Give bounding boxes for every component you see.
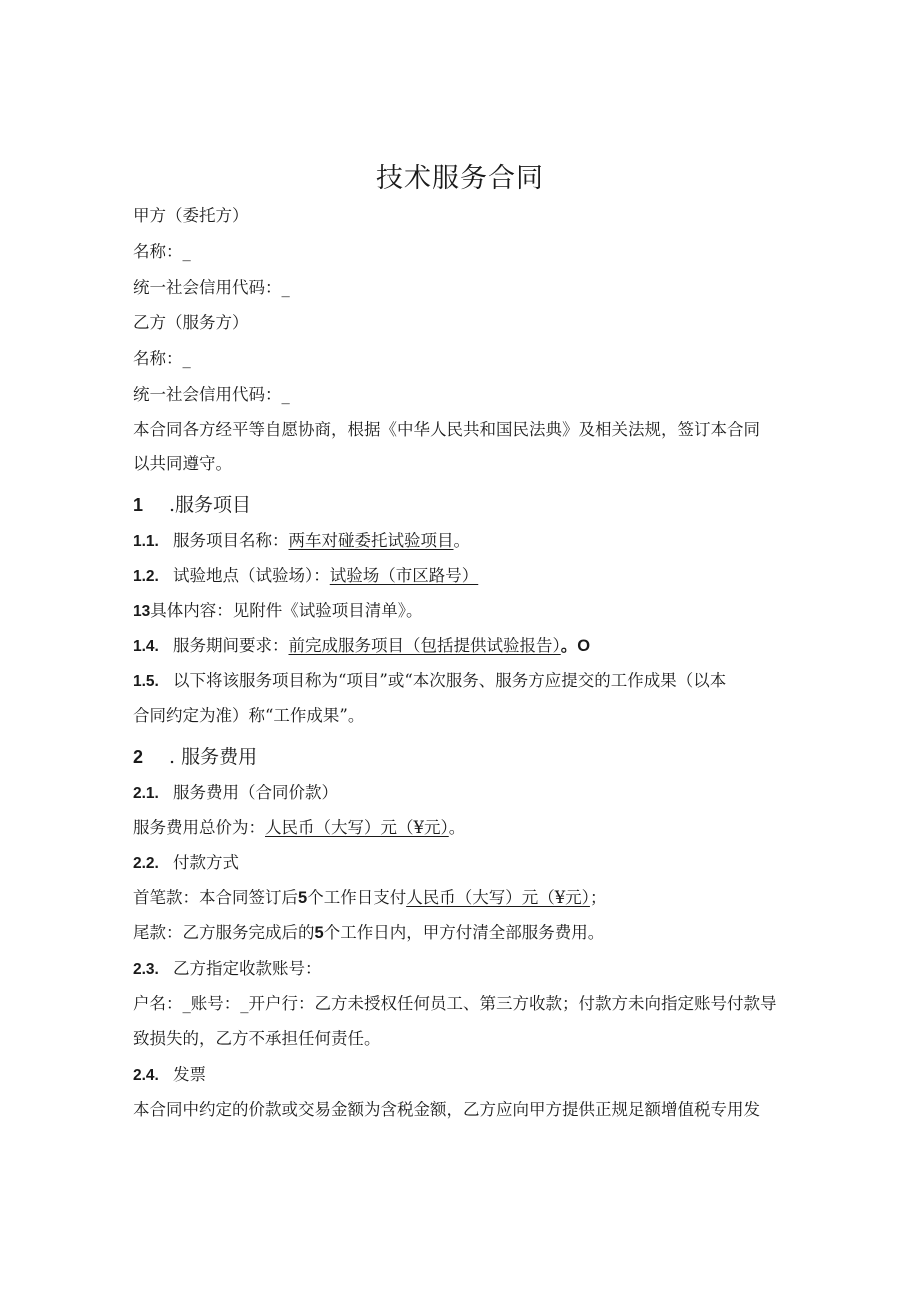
clause-number: 1.1. — [133, 533, 159, 550]
clause-label: 试验地点（试验场）： — [173, 566, 330, 585]
clause-text: 付款方式 — [173, 853, 239, 872]
preamble-line-1: 本合同各方经平等自愿协商，根据《中华人民共和国民法典》及相关法规，签订本合同 — [133, 420, 760, 439]
project-name-field: 两车对碰委托试验项目 — [288, 531, 454, 550]
clause-number: 2.1. — [133, 785, 159, 802]
total-price-field: 人民币（大写）元（¥元） — [265, 818, 449, 837]
clause-tail: 。O — [560, 637, 591, 655]
clause-2-2 — [133, 852, 793, 875]
party-b-credit-code: 统一社会信用代码：_ — [133, 385, 290, 404]
clause-2-1 — [133, 782, 793, 805]
clause-number: 2.2. — [133, 855, 159, 872]
clause-number: 1.4. — [133, 638, 159, 655]
service-period-field: 前完成服务项目（包括提供试验报告） — [288, 636, 561, 655]
clause-text: 具体内容：见附件《试验项目清单》。 — [150, 601, 423, 620]
clause-1-2 — [133, 565, 793, 588]
clause-number: 1.5. — [133, 673, 159, 690]
first-payment-label-2: 个工作日支付 — [307, 888, 407, 907]
section-1-heading — [133, 494, 793, 516]
final-payment-label: 尾款：乙方服务完成后的 — [133, 923, 315, 942]
test-site-field: 试验场（市区路号） — [329, 566, 479, 585]
clause-2-4 — [133, 1064, 793, 1087]
section-number: 2 — [133, 747, 144, 767]
clause-tail: ； — [589, 888, 607, 907]
clause-number: 2.4. — [133, 1067, 159, 1084]
section-title: . 服务费用 — [169, 746, 258, 768]
clause-text: 以下将该服务项目称为“项目”或“本次服务、服务方应提交的工作成果（以本 — [173, 671, 727, 690]
section-title: .服务项目 — [169, 494, 252, 516]
final-payment-days: 5 — [314, 924, 324, 942]
first-payment-days: 5 — [298, 889, 308, 907]
clause-1-4 — [133, 635, 793, 658]
final-payment-line — [133, 922, 793, 944]
document-title: 技术服务合同 — [376, 163, 544, 194]
clause-text: 乙方指定收款账号： — [173, 959, 322, 978]
clause-label: 服务项目名称： — [173, 531, 289, 550]
clause-text: 发票 — [173, 1065, 206, 1084]
clause-tail: 。 — [448, 818, 466, 837]
party-a-name: 名称：_ — [133, 242, 191, 261]
section-2-heading — [133, 746, 793, 768]
final-payment-label-2: 个工作日内，甲方付清全部服务费用。 — [323, 923, 605, 942]
clause-number: 13 — [133, 603, 151, 620]
clause-text: 服务费用（合同价款） — [173, 783, 338, 802]
preamble-line-2: 以共同遵守。 — [133, 454, 232, 473]
clause-1-5-line-1 — [133, 670, 793, 693]
clause-1-1 — [133, 530, 793, 553]
party-a-heading: 甲方（委托方） — [133, 206, 249, 225]
party-b-heading: 乙方（服务方） — [133, 313, 249, 332]
clause-number: 1.2. — [133, 568, 159, 585]
first-payment-line — [133, 887, 793, 909]
account-line-1: 户名：_账号：_开户行：乙方未授权任何员工、第三方收款；付款方未向指定账号付款导 — [133, 994, 777, 1013]
account-line-2: 致损失的，乙方不承担任何责任。 — [133, 1029, 381, 1048]
total-price-label: 服务费用总价为： — [133, 818, 265, 837]
clause-1-3 — [133, 600, 793, 623]
total-price-line — [133, 817, 793, 839]
party-a-credit-code: 统一社会信用代码：_ — [133, 278, 290, 297]
section-number: 1 — [133, 495, 144, 515]
first-payment-field: 人民币（大写）元（¥元） — [406, 888, 590, 907]
clause-2-3 — [133, 958, 793, 981]
clause-1-5-line-2: 合同约定为准）称“工作成果”。 — [133, 706, 365, 725]
first-payment-label: 首笔款：本合同签订后 — [133, 888, 298, 907]
clause-tail: 。 — [453, 531, 470, 550]
clause-label: 服务期间要求： — [173, 636, 289, 655]
invoice-line-1: 本合同中约定的价款或交易金额为含税金额，乙方应向甲方提供正规足额增值税专用发 — [133, 1100, 760, 1119]
party-b-name: 名称：_ — [133, 349, 191, 368]
clause-number: 2.3. — [133, 961, 159, 978]
